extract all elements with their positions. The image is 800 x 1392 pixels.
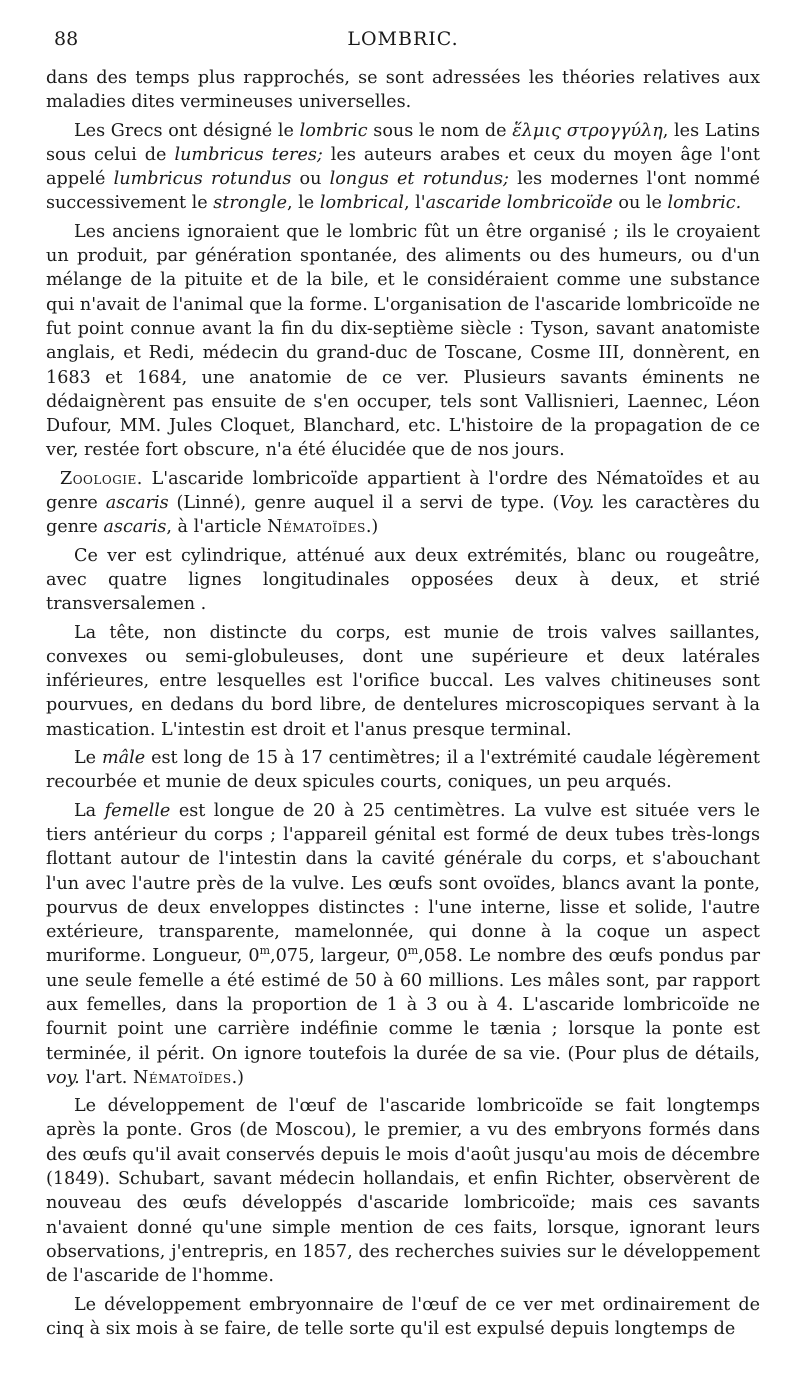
text-run: les caractères du genre [46, 493, 761, 538]
running-title: LOMBRIC. [347, 28, 459, 50]
text-run: ou le [612, 193, 668, 214]
italic-term: lombrical [319, 193, 404, 214]
italic-term: longus et rotundus; [329, 169, 509, 190]
small-caps-term: Nématoïdes [267, 517, 366, 538]
italic-term: lumbricus rotundus [113, 169, 292, 190]
text-run: dans des temps plus rapprochés, se sont adressées les théories relatives aux maladies dites vermineuses universelles. [46, 68, 760, 113]
paragraph [46, 467, 760, 540]
text-run: ou [291, 169, 330, 190]
small-caps-term: Nématoïdes [132, 1067, 232, 1088]
text-run: La [74, 800, 105, 821]
small-caps-term: Zoologie. [60, 468, 143, 489]
italic-term: voy. [46, 1067, 80, 1088]
text-run: est longue de 20 à 25 centimètres. La vulve est située vers le tiers antérieur du corps ; l'appareil génital est formé de deux tubes très-longs flottant autour de l'intestin dans la cavité générale du corps, et s'abouchant l'un avec l'autre près de la vulve. Les œufs sont ovoïdes, blancs avant la ponte, pourvus de deux enveloppes distinctes : l'une interne, lisse et solide, l'autre extérieure, transparente, mamelonnée, qui donne à la coque un aspect muriforme. Longueur, 0 [46, 800, 761, 967]
text-run: ,058. Le nombre des œufs pondus par une seule femelle a été estimé de 50 à 60 millions. Les mâles sont, par rapport aux femelles, dans la proportion de 1 à 3 ou à 4. L'ascaride lombricoïde ne fournit point une carrière indéfinie comme le tænia ; lorsque la ponte est terminée, il périt. On ignore toutefois la durée de sa vie. (Pour plus de détails, [46, 946, 760, 1064]
superscript: m [259, 944, 271, 958]
text-run: .) [365, 517, 379, 538]
paragraph [46, 746, 760, 795]
text-run: Les anciens ignoraient que le lombric fût un être organisé ; ils le croyaient un produit, par génération spontanée, des aliments ou des humeurs, ou d'un mélange de la pituite et de la bile, et le considéraient comme une substance qui n'avait de l'animal que la forme. L'organisation de l'ascaride lombricoïde ne fut point connue avant la fin du dix-septième siècle : Tyson, savant anatomiste anglais, et Redi, médecin du grand-duc de Toscane, Cosme III, donnèrent, en 1683 et 1684, une anatomie de ce ver. Plusieurs savants éminents ne dédaignèrent pas ensuite de s'en occuper, tels sont Vallisnieri, Laennec, Léon Dufour, MM. Jules Cloquet, Blanchard, etc. L'histoire de la propagation de ce ver, restée fort obscure, n'a été élucidée que de nos jours. [46, 221, 760, 461]
text-run: , l' [403, 193, 426, 214]
text-run: Le développement de l'œuf de l'ascaride lombricoïde se fait longtemps après la ponte. Gros (de Moscou), le premier, a vu des embryons formés dans des œufs qu'il avait conservés depuis le mois d'août jusqu'au mois de décembre (1849). Schubart, savant médecin hollandais, et enfin Richter, observèrent de nouveau des œufs développés d'ascaride lombricoïde; mais ces savants n'avaient donné qu'une simple mention de ces faits, lorsque, ignorant leurs observations, j'entrepris, en 1857, des recherches suivies sur le développement de l'ascaride de l'homme. [46, 1096, 760, 1287]
text-run: l'art. [79, 1067, 133, 1088]
page-header [46, 28, 760, 58]
text-run: Les Grecs ont désigné le [74, 120, 300, 141]
paragraph [46, 1293, 760, 1342]
text-run: La tête, non distincte du corps, est munie de trois valves saillantes, convexes ou semi-globuleuses, dont une supérieure et deux latérales inférieures, entre lesquelles est l'orifice buccal. Les valves chitineuses sont pourvues, en dedans du bord libre, de dentelures microscopiques servant à la mastication. L'intestin est droit et l'anus presque terminal. [46, 622, 760, 740]
italic-term: ἕλμις στρογγύλη [512, 120, 663, 141]
text-run: les modernes l'ont nommé successivement le [46, 169, 761, 214]
text-run: est long de 15 à 17 centimètres; il a l'extrémité caudale légèrement recourbée et munie de deux spicules courts, coniques, un peu arqués. [46, 748, 760, 793]
text-run: Le [74, 748, 102, 769]
italic-term: ascaris [103, 517, 167, 538]
paragraph [46, 66, 760, 115]
text-run: , le [286, 193, 320, 214]
italic-term: ascaris [105, 493, 169, 514]
paragraph [46, 1094, 760, 1288]
text-run: Le développement embryonnaire de l'œuf de ce ver met ordinairement de cinq à six mois à se faire, de telle sorte qu'il est expulsé depuis longtemps de [46, 1294, 760, 1339]
text-run: , les Latins sous celui de [46, 120, 761, 165]
paragraph [46, 544, 760, 617]
article-body [46, 66, 760, 1341]
italic-term: ascaride lombricoïde [425, 193, 613, 214]
text-run: Ce ver est cylindrique, atténué aux deux extrémités, blanc ou rougeâtre, avec quatre lignes longitudinales opposées deux à deux, et strié transversalemen . [46, 545, 760, 615]
text-run: L'ascaride lombricoïde appartient à l'ordre des Nématoïdes et au genre [46, 468, 760, 514]
paragraph [46, 119, 760, 216]
italic-term: lombric. [667, 193, 742, 214]
italic-term: lumbricus teres; [174, 144, 323, 165]
italic-term: strongle [213, 193, 287, 214]
paragraph [46, 799, 760, 1091]
text-run: ,075, largeur, 0 [270, 946, 408, 967]
text-run: (Linné), genre auquel il a servi de type. ( [168, 493, 560, 514]
text-run: .) [231, 1067, 245, 1088]
paragraph [46, 621, 760, 742]
superscript: m [407, 944, 419, 958]
italic-term: femelle [104, 800, 171, 821]
page-number: 88 [54, 28, 79, 50]
italic-term: lombric [299, 120, 368, 141]
text-run: , à l'article [166, 517, 268, 538]
text-run: sous le nom de [367, 120, 513, 141]
text-run: les auteurs arabes et ceux du moyen âge l'ont appelé [46, 144, 760, 190]
italic-term: mâle [101, 748, 146, 769]
italic-term: Voy. [559, 493, 595, 514]
paragraph [46, 220, 760, 463]
